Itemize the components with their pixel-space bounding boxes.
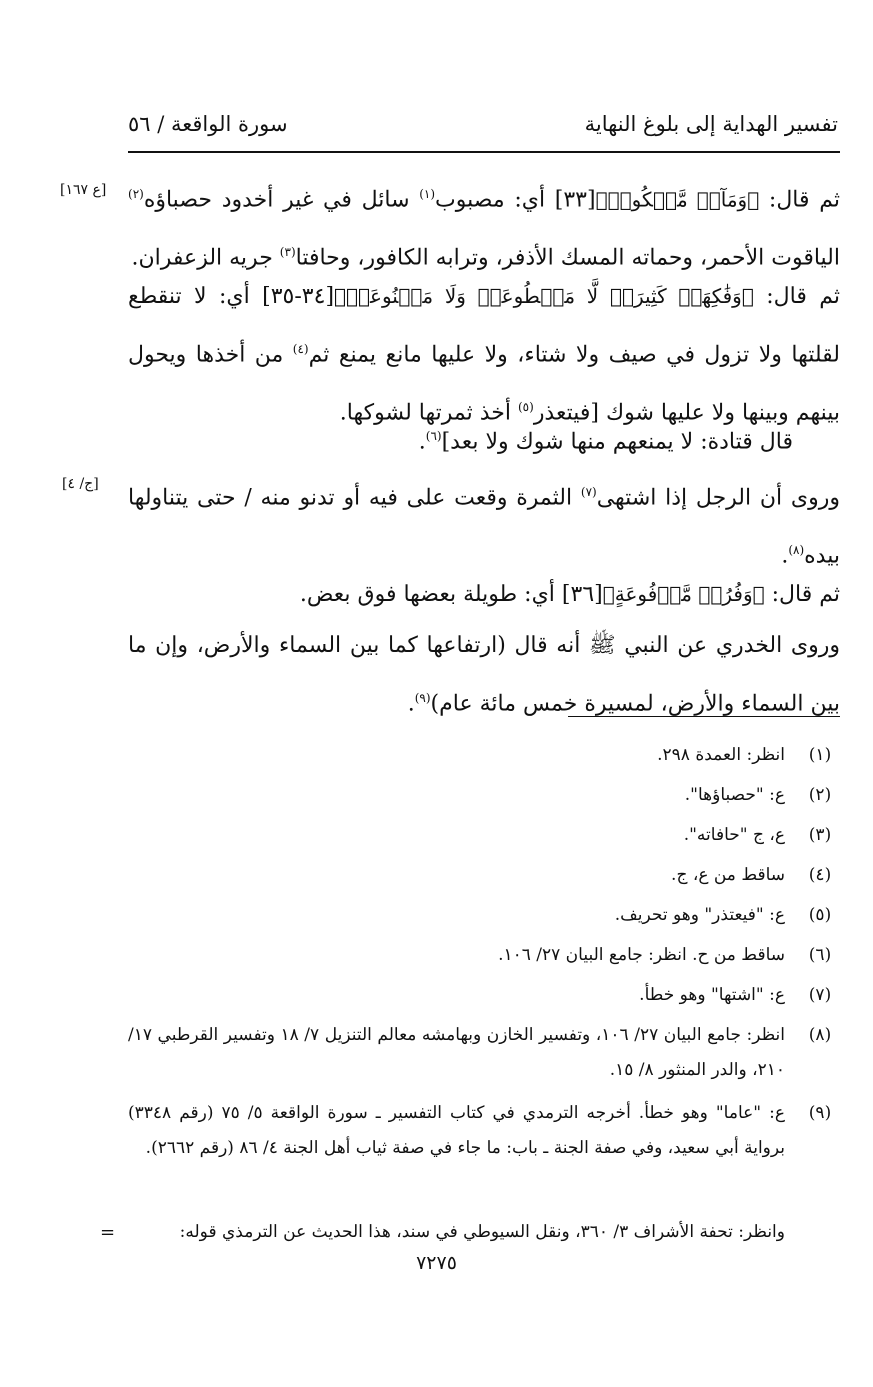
text: أخذ ثمرتها لشوكها. (339, 400, 518, 426)
footnote-number: (٤) (808, 865, 832, 885)
footnote (128, 1096, 840, 1166)
footnote-text: ع، ج "حافاته". (683, 825, 785, 845)
footnote-text: ساقط من ح. انظر: جامع البيان ٢٧/ ١٠٦. (498, 945, 785, 965)
footnote-number: (٧) (808, 985, 832, 1005)
footnote-ref[interactable]: (٥) (517, 400, 534, 415)
text: . (407, 691, 415, 717)
header-rule (128, 151, 840, 153)
paragraph-qatada (128, 410, 793, 468)
surah-page-label: سورة الواقعة / ٥٦ (128, 112, 288, 136)
footnote-text: ع: "عاما" وهو خطأ. أخرجه الترمدي في كتاب التفسير ـ سورة الواقعة ٥/ ٧٥ (رقم ٣٣٤٨) برواية أبي سعيد، وفي صفة الجنة ـ باب: ما جاء في صفة ثياب أهل الجنة ٤/ ٨٦ (رقم ٢٦٦٢). (128, 1103, 785, 1158)
quran-verse: ﴿وَمَآءٖ مَّسۡكُوبٖ﴾ (595, 187, 760, 212)
footnote (128, 1018, 840, 1088)
footnote (128, 858, 840, 893)
text: [٣٣] أي: مصبوب (435, 187, 596, 213)
footnote-ref[interactable]: (٤) (292, 342, 309, 356)
footnote (128, 978, 840, 1013)
footnote-ref[interactable]: (٩) (414, 691, 431, 705)
text: قال قتادة: لا يمنعهم منها شوك ولا بعد] (441, 429, 793, 455)
text: سائل في غير أخدود حصباؤه (143, 187, 420, 213)
text: من أخذها ويحول بينهم وبينها ولا عليها شوك [فيتعذر (128, 342, 840, 426)
footnote (128, 898, 840, 933)
quran-verse: ﴿وَفَٰكِهَةٖ كَثِيرَةٖ لَّا مَقۡطُوعَةٖ وَلَا مَمۡنُوعَةٖ﴾ (334, 284, 754, 308)
footnote-ref[interactable]: (٢) (128, 187, 144, 201)
footnote-text: ع: "حصباؤها". (684, 785, 785, 805)
footnote (128, 818, 840, 853)
paragraph-verse-33 (128, 168, 840, 285)
footnote-text: انظر: جامع البيان ٢٧/ ١٠٦، وتفسير الخازن وبهامشه معالم التنزيل ٧/ ١٨ وتفسير القرطبي ١٧/ ٢١٠، والدر المنثور ٨/ ١٥. (128, 1025, 785, 1080)
text: الثمرة وقعت على فيه أو تدنو منه / حتى يتناولها بيده (128, 485, 840, 569)
footnote-number: (١) (808, 745, 832, 765)
footnote-ref[interactable]: (٣) (279, 245, 296, 260)
footnote-text: انظر: العمدة ٢٩٨. (657, 745, 785, 765)
text: ثم قال: (764, 582, 840, 607)
text: جريه الزعفران. (131, 245, 280, 271)
footnote-number: (٨) (808, 1025, 832, 1045)
footnote-ref[interactable]: (٦) (425, 429, 442, 443)
book-title: تفسير الهداية إلى بلوغ النهاية (584, 112, 838, 136)
footnote-text: ع: "اشتها" وهو خطأ. (639, 985, 785, 1005)
footnote-number: (٣) (808, 825, 832, 845)
text: الياقوت الأحمر، وحماته المسك الأذفر، وترابه الكافور، وحافتا (295, 245, 840, 271)
text: . (418, 429, 426, 455)
continuation-mark: = (100, 1222, 116, 1243)
text: ثم قال: (759, 187, 840, 213)
footnote-text: ع: "فيعتذر" وهو تحريف. (614, 905, 785, 925)
footnote-number: (٩) (808, 1103, 832, 1123)
paragraph-verse-36 (128, 568, 840, 621)
text: وروى أن الرجل إذا اشتهى (596, 485, 841, 511)
footnote-continuation-text: وانظر: تحفة الأشراف ٣/ ٣٦٠، ونقل السيوطي في سند، هذا الحديث عن الترمذي قوله: (179, 1222, 785, 1242)
footnote (128, 738, 840, 773)
margin-note-manuscript-b: [ج/ ٤] (62, 476, 99, 492)
text: [٣٦] أي: طويلة بعضها فوق بعض. (299, 582, 603, 607)
running-header (128, 112, 838, 148)
footnote-number: (٦) (808, 945, 832, 965)
margin-note-manuscript-a: [ع ١٦٧] (60, 182, 107, 198)
footnote-separator (568, 716, 840, 717)
footnote (128, 938, 840, 973)
paragraph-narration (128, 466, 840, 583)
text: . (781, 543, 789, 569)
footnote-number: (٢) (808, 785, 832, 805)
text: ثم قال: (753, 284, 841, 309)
footnote (128, 778, 840, 813)
footnote-ref[interactable]: (١) (419, 187, 436, 201)
footnote-ref[interactable]: (٨) (788, 543, 805, 558)
footnote-number: (٥) (808, 905, 832, 925)
quran-verse: ﴿وَفُرُشٖ مَّرۡفُوعَةٍ﴾ (602, 582, 765, 606)
paragraph-khudri-hadith (128, 620, 840, 730)
page-number: ٧٢٧٥ (416, 1252, 457, 1274)
text: [٣٤-٣٥] أي: لا تنقطع لقلتها ولا تزول في صيف ولا شتاء، ولا عليها مانع يمنع ثم (128, 284, 840, 368)
footnote-text: ساقط من ع، ج. (671, 865, 785, 885)
text: وروى الخدري عن النبي ﷺ أنه قال (ارتفاعها كما بين السماء والأرض، وإن ما بين السماء والأرض، لمسيرة خمس مائة عام) (128, 633, 840, 717)
footnote-ref[interactable]: (٧) (580, 485, 597, 499)
